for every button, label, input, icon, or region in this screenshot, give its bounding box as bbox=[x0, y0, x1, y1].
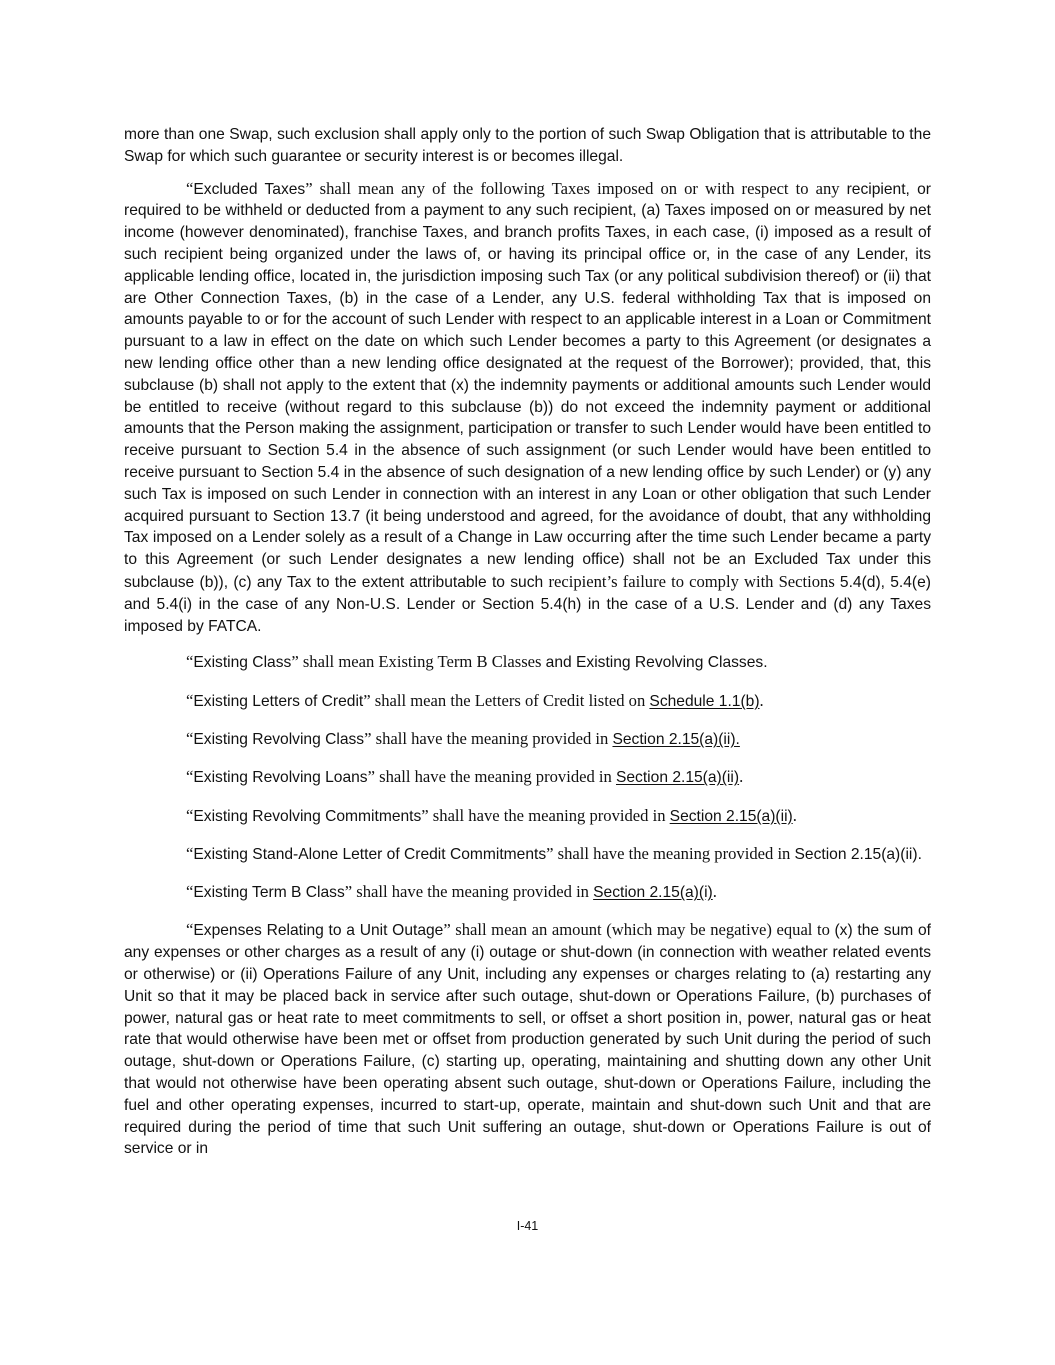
definition-lead: ” shall mean an amount (which may be negative) equal to bbox=[443, 920, 835, 940]
definition-tail: Section 2.15(a)(ii). bbox=[794, 845, 922, 863]
definition-existing-revolving-commitments bbox=[124, 805, 931, 828]
definition-existing-revolving-loans bbox=[124, 766, 931, 789]
definition-existing-term-b-class bbox=[124, 881, 931, 904]
definition-lead: ” shall have the meaning provided in bbox=[364, 728, 613, 748]
section-reference-link: Section 2.15(a)(ii) bbox=[615, 769, 740, 787]
definition-body: recipient, or required to be withheld or deducted from a payment to any such recipient, (a) Taxes imposed on or measured by net income (however denominated), franchise Taxes, and branch profits Taxes, in each case, (i) imposed as a result of such recipient being organized under the laws of, or having its principal office or, in the case of any Lender, its applicable lending office, located in, the jurisdiction imposing such Tax (or any political subdivision thereof) or (ii) that are Other Connection Taxes, (b) in the case of a Lender, any U.S. federal withholding Tax that is imposed on amounts payable to or for the account of such Lender with respect to an applicable interest in a Loan or Commitment pursuant to a law in effect on the date on which such Lender becomes a party to this Agreement (or designates a new lending office other than a new lending office designated at the request of the Borrower); provided, that, this subclause (b) shall not apply to the extent that (x) the indemnity payments or additional amounts such Lender would be entitled to receive (without regard to this subclause (b)) do not exceed the indemnity payment or additional amounts that the Person making the assignment, participation or transfer to such Lender would have been entitled to receive pursuant to Section 5.4 in the absence of such assignment (or such Lender would have been entitled to receive pursuant to Section 5.4 in the absence of such designation of a new lending office by such Lender) or (y) any such Tax is imposed on such Lender in connection with an interest in any Loan or other obligation that such Lender acquired pursuant to Section 13.7 (it being understood and agreed, for the avoidance of doubt, that any withholding Tax imposed on a Lender solely as a result of a Change in Law occurring after the time such Lender became a party to this Agreement (or such Lender designates a new lending office) shall not be an Excluded Tax under this subclause (b)), (c) any Tax to the extent attributable to such bbox=[124, 180, 931, 591]
definition-serif-part: recipient’s failure to comply with Sections bbox=[548, 571, 840, 591]
defined-term: Existing Term B Class bbox=[193, 884, 345, 902]
defined-term: Existing Class bbox=[193, 654, 292, 672]
definition-lead: ” shall have the meaning provided in bbox=[367, 767, 616, 787]
definition-existing-class bbox=[124, 651, 931, 674]
defined-term: Existing Stand-Alone Letter of Credit Commitments bbox=[193, 845, 547, 863]
open-quote: “ bbox=[186, 805, 194, 825]
period: . bbox=[712, 882, 717, 902]
page-number: I-41 bbox=[516, 1219, 539, 1233]
defined-term: Existing Letters of Credit bbox=[193, 692, 364, 710]
definition-lead: ” shall mean any of the following Taxes imposed on or with respect to any bbox=[305, 178, 847, 198]
schedule-reference-link: Schedule 1.1(b) bbox=[649, 692, 760, 710]
section-reference-link: Section 2.15(a)(i) bbox=[593, 884, 713, 902]
open-quote: “ bbox=[186, 920, 194, 940]
definition-existing-revolving-class bbox=[124, 728, 931, 751]
open-quote: “ bbox=[186, 178, 194, 198]
defined-term: Existing Revolving Loans bbox=[193, 769, 368, 787]
period: . bbox=[739, 767, 744, 787]
definition-tail: and Existing Revolving Classes. bbox=[545, 654, 768, 672]
definition-lead: ” shall mean Existing Term B Classes bbox=[291, 652, 546, 672]
definition-expenses-unit-outage bbox=[124, 919, 931, 1160]
definition-existing-letters-of-credit bbox=[124, 690, 931, 713]
definition-lead: ” shall mean the Letters of Credit listed on bbox=[363, 690, 650, 710]
open-quote: “ bbox=[186, 728, 194, 748]
open-quote: “ bbox=[186, 767, 194, 787]
definition-lead: ” shall have the meaning provided in bbox=[421, 805, 670, 825]
definition-tail: 5.4(d), 5.4(e) and 5.4(i) in the case of any Non-U.S. Lender or Section 5.4(h) in the case of a U.S. Lender and (d) any Taxes imposed by FATCA. bbox=[124, 573, 931, 635]
defined-term: Existing Revolving Commitments bbox=[193, 807, 422, 825]
period: . bbox=[759, 690, 764, 710]
open-quote: “ bbox=[186, 843, 194, 863]
section-reference-link: Section 2.15(a)(ii). bbox=[612, 730, 740, 748]
section-reference-link: Section 2.15(a)(ii) bbox=[669, 807, 793, 825]
defined-term: Existing Revolving Class bbox=[193, 730, 365, 748]
period: . bbox=[792, 805, 797, 825]
defined-term: Excluded Taxes bbox=[193, 180, 306, 198]
open-quote: “ bbox=[186, 882, 194, 902]
definition-body: (x) the sum of any expenses or other charges as a result of any (i) outage or shut-down (in connection with weather related events or otherwise) or (ii) Operations Failure of any Unit, including any expenses or charges relating to (a) restarting any Unit so that it may be placed back in service after such outage, shut-down or Operations Failure, (b) purchases of power, natural gas or heat rate to meet commitments to sell, or offset a short position in, power, natural gas or heat rate that would otherwise have been met or offset from production generated by such Unit during the period of such outage, shut-down or Operations Failure, (c) starting up, operating, maintaining and shutting down any other Unit that would not otherwise have been operating absent such outage, shut-down or Operations Failure, including the fuel and other operating expenses, incurred to start-up, operate, maintain and shut-down such Unit and that are required during the period of time that such Unit suffering an outage, shut-down or Operations Failure is out of service or in bbox=[124, 922, 932, 1158]
defined-term: Expenses Relating to a Unit Outage bbox=[193, 922, 444, 940]
definition-excluded-taxes bbox=[124, 178, 931, 638]
paragraph-continuation: more than one Swap, such exclusion shall apply only to the portion of such Swap Obligation that is attributable to the Swap for which such guarantee or security interest is or becomes illegal. bbox=[124, 126, 931, 165]
document-page bbox=[124, 124, 931, 1160]
definition-lead: ” shall have the meaning provided in bbox=[546, 843, 795, 863]
open-quote: “ bbox=[186, 652, 194, 672]
definition-lead: ” shall have the meaning provided in bbox=[344, 882, 594, 902]
definition-existing-standalone-loc-commitments bbox=[124, 843, 931, 866]
open-quote: “ bbox=[186, 690, 194, 710]
